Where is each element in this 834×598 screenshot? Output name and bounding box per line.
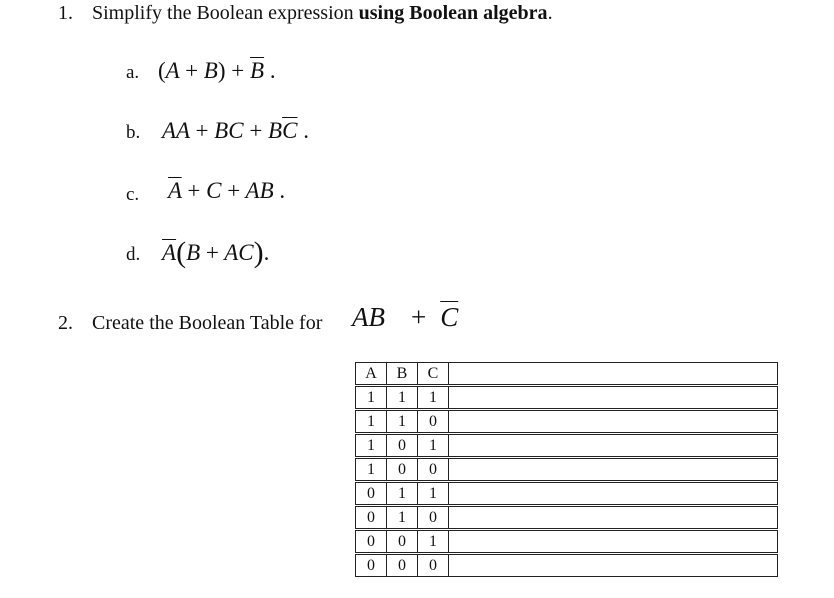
cell-b: 0 [387, 458, 418, 482]
cell-a: 1 [356, 434, 387, 458]
table-header-row [356, 363, 778, 386]
table-row [356, 410, 778, 434]
truth-table [355, 362, 778, 577]
cell-output[interactable] [449, 434, 778, 458]
table-row [356, 482, 778, 506]
part-a-letter: a. [126, 62, 140, 83]
cell-c: 0 [418, 458, 449, 482]
cell-b: 1 [387, 506, 418, 530]
question-2-expression [352, 302, 458, 333]
cell-c: 0 [418, 410, 449, 434]
part-d-expression: $\overline{A}(B + AC)$. [162, 236, 270, 269]
part-b-expression: AA + BC + $B\overline{C}$ . [162, 118, 309, 143]
cell-b: 1 [387, 386, 418, 410]
part-c-letter: c. [126, 184, 140, 205]
cell-c: 1 [418, 482, 449, 506]
header-output[interactable] [449, 363, 778, 386]
part-a-expression: $(A + B) + \overline{B}$ . [158, 58, 276, 83]
table-row [356, 458, 778, 482]
expr-c-bar: $\overline{C}$ [440, 302, 459, 332]
header-b: B [387, 363, 418, 386]
cell-c: 0 [418, 554, 449, 577]
cell-c: 1 [418, 386, 449, 410]
question-1-bold-text: using Boolean algebra [358, 2, 548, 24]
cell-a: 1 [356, 410, 387, 434]
cell-a: 0 [356, 506, 387, 530]
cell-c: 0 [418, 506, 449, 530]
cell-b: 0 [387, 554, 418, 577]
header-c: C [418, 363, 449, 386]
cell-a: 1 [356, 458, 387, 482]
cell-output[interactable] [449, 386, 778, 410]
cell-output[interactable] [449, 410, 778, 434]
table-row [356, 386, 778, 410]
cell-a: 0 [356, 530, 387, 554]
part-d-letter: d. [126, 244, 141, 265]
question-1-end: . [547, 2, 553, 24]
table-row [356, 506, 778, 530]
table-row [356, 434, 778, 458]
cell-c: 1 [418, 434, 449, 458]
cell-b: 0 [387, 530, 418, 554]
cell-output[interactable] [449, 554, 778, 577]
question-2-text: Create the Boolean Table for [92, 312, 323, 334]
cell-c: 1 [418, 530, 449, 554]
expr-plus: + [411, 302, 427, 332]
cell-a: 1 [356, 386, 387, 410]
header-a: A [356, 363, 387, 386]
expr-ab: AB [352, 302, 385, 332]
cell-output[interactable] [449, 506, 778, 530]
cell-output[interactable] [449, 530, 778, 554]
question-1-heading [58, 0, 553, 26]
part-c-expression: $\overline{A} + C$ + AB . [168, 178, 286, 203]
cell-b: 1 [387, 482, 418, 506]
cell-a: 0 [356, 554, 387, 577]
table-row [356, 554, 778, 577]
cell-output[interactable] [449, 458, 778, 482]
cell-b: 1 [387, 410, 418, 434]
cell-a: 0 [356, 482, 387, 506]
cell-b: 0 [387, 434, 418, 458]
question-2-heading [58, 302, 459, 335]
question-2-number: 2. [58, 312, 73, 334]
question-1-number: 1. [58, 2, 73, 24]
part-b-letter: b. [126, 122, 141, 143]
cell-output[interactable] [449, 482, 778, 506]
question-1-text: Simplify the Boolean expression [92, 2, 359, 24]
table-row [356, 530, 778, 554]
